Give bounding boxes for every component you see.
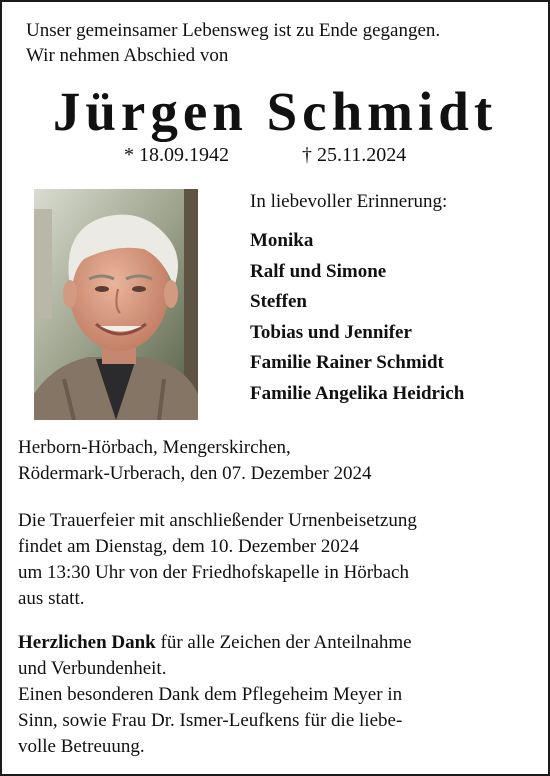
thanks-text: [18, 630, 412, 760]
mourner-name: Steffen: [250, 291, 307, 312]
birth-date: * 18.09.1942: [124, 144, 229, 166]
service-line: findet am Dienstag, dem 10. Dezember 2024: [18, 536, 359, 557]
memory-heading: In liebevoller Erinnerung:: [250, 191, 448, 212]
intro-line: Wir nehmen Abschied von: [26, 45, 229, 66]
intro-text: [26, 18, 440, 68]
place-and-date: [18, 435, 371, 487]
thanks-line: [18, 630, 412, 656]
thanks-line: volle Betreuung.: [18, 736, 145, 757]
service-line: um 13:30 Uhr von der Friedhofskapelle in Hörbach: [18, 562, 409, 583]
thanks-rest: für alle Zeichen der Anteilnahme: [155, 632, 412, 653]
mourner-name: Ralf und Simone: [250, 260, 387, 282]
thanks-line: Einen besonderen Dank dem Pflegeheim Meyer in: [18, 684, 403, 705]
mourner-name: Tobias und Jennifer: [250, 321, 412, 343]
place-line: Herborn-Hörbach, Mengerskirchen,: [18, 437, 291, 458]
service-info: [18, 508, 417, 612]
death-date: † 25.11.2024: [302, 144, 407, 166]
mourner-name: Familie Rainer Schmidt: [250, 352, 444, 373]
portrait-photo-icon: [34, 189, 198, 420]
thanks-line: und Verbundenheit.: [18, 658, 167, 679]
mourner-name: Familie Angelika Heidrich: [250, 382, 465, 404]
thanks-line: Sinn, sowie Frau Dr. Ismer-Leufkens für die liebe-: [18, 710, 403, 731]
thanks-bold: Herzlichen Dank: [18, 632, 156, 653]
deceased-name: Jürgen Schmidt: [52, 81, 498, 142]
mourner-name: Monika: [250, 230, 314, 251]
place-line: Rödermark-Urberach, den 07. Dezember 2024: [18, 463, 372, 484]
intro-line: Unser gemeinsamer Lebensweg ist zu Ende gegangen.: [26, 20, 441, 41]
service-line: Die Trauerfeier mit anschließender Urnenbeisetzung: [18, 510, 417, 531]
mourner-list: [250, 226, 464, 409]
service-line: aus statt.: [18, 588, 85, 609]
